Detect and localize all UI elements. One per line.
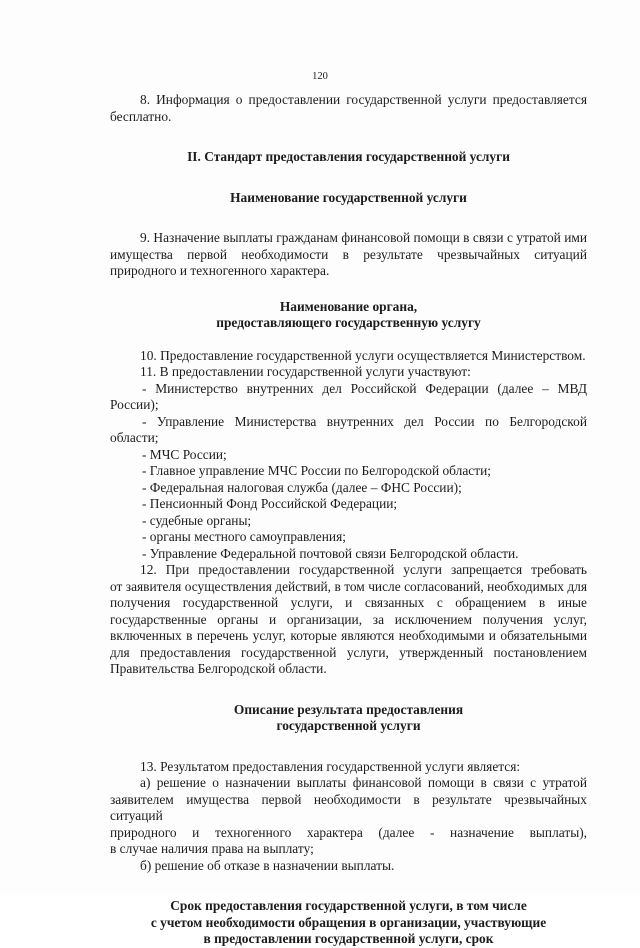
list-item: - судебные органы; — [142, 512, 252, 528]
participants-block — [110, 348, 587, 678]
list-item — [110, 381, 587, 414]
text-line: а) решение о назначении выплаты финансовой помощи в связи с утратой — [140, 775, 587, 790]
subsection-heading-service-name: Наименование государственной услуги — [230, 189, 467, 205]
heading-line: Срок предоставления государственной услуги, в том числе — [170, 898, 527, 913]
text-line: - Министерство внутренних дел Российской Федерации (далее – МВД — [142, 380, 587, 396]
heading-line: государственной услуги — [276, 718, 421, 733]
text-line: от заявителя осуществления действий, в том числе согласований, необходимых для — [110, 578, 587, 594]
paragraph-13 — [110, 759, 587, 875]
list-item: - Федеральная налоговая служба (далее – ФНС России); — [142, 479, 462, 495]
heading-line: Наименование органа, — [279, 298, 418, 314]
subsection-heading-organ — [110, 299, 587, 332]
text-line: получения государственной услуги, и связанных с обращением в иные — [110, 595, 587, 610]
text-line: области; — [110, 430, 159, 445]
page-content — [110, 92, 587, 948]
text-line: - Управление Министерства внутренних дел России по Белгородской — [142, 413, 587, 429]
text-line: природного и техногенного характера. — [110, 263, 330, 278]
text-line: природного и техногенного характера (далее - назначение выплаты), — [110, 824, 587, 840]
text-line: имущества первой необходимости в результате чрезвычайных ситуаций — [110, 246, 587, 262]
heading-line: предоставляющего государственную услугу — [216, 315, 481, 330]
text-line: 12. При предоставлении государственной услуги запрещается требовать — [140, 562, 587, 577]
paragraph-9 — [110, 230, 587, 280]
list-item: - Управление Федеральной почтовой связи Белгородской области. — [142, 545, 519, 561]
subsection-heading-result — [110, 702, 587, 735]
text-line: включенных в перечень услуг, которые являются необходимыми и обязательными — [110, 628, 587, 643]
text-line: б) решение об отказе в назначении выплаты. — [140, 857, 395, 873]
heading-line: с учетом необходимости обращения в организации, участвующие — [150, 914, 547, 930]
text-line: бесплатно. — [110, 108, 172, 124]
list-item: - МЧС России; — [142, 446, 227, 462]
text-line: государственные органы и организации, за исключением получения услуг, — [110, 611, 587, 627]
paragraph-12 — [110, 562, 587, 678]
text-line: России); — [110, 397, 159, 412]
section-heading: II. Стандарт предоставления государственной услуги — [187, 149, 510, 164]
subsection-heading-term — [110, 898, 587, 948]
list-item: - Главное управление МЧС России по Белгородской области; — [142, 463, 491, 478]
paragraph-8 — [110, 92, 587, 125]
page-number: 120 — [312, 71, 328, 82]
paragraph-11: 11. В предоставлении государственной услуги участвуют: — [140, 364, 471, 379]
text-line: для предоставления государственной услуги, утвержденный постановлением — [110, 644, 587, 660]
heading-line: в предоставлении государственной услуги, срок — [203, 931, 494, 946]
list-item — [110, 414, 587, 447]
heading-line: Описание результата предоставления — [233, 701, 464, 717]
text-line: в случае наличия права на выплату; — [110, 841, 314, 856]
text-line: 9. Назначение выплаты гражданам финансовой помощи в связи с утратой ими — [140, 230, 587, 245]
text-line: заявителем имущества первой необходимости в результате чрезвычайных ситуаций — [110, 791, 587, 823]
list-item: - органы местного самоуправления; — [142, 529, 346, 544]
text-line: 13. Результатом предоставления государственной услуги является: — [140, 758, 521, 774]
list-item: - Пенсионный Фонд Российской Федерации; — [142, 496, 398, 511]
text-line: 8. Информация о предоставлении государственной услуги предоставляется — [140, 92, 587, 107]
paragraph-10: 10. Предоставление государственной услуги осуществляется Министерством. — [140, 347, 586, 363]
text-line: Правительства Белгородской области. — [110, 661, 327, 676]
